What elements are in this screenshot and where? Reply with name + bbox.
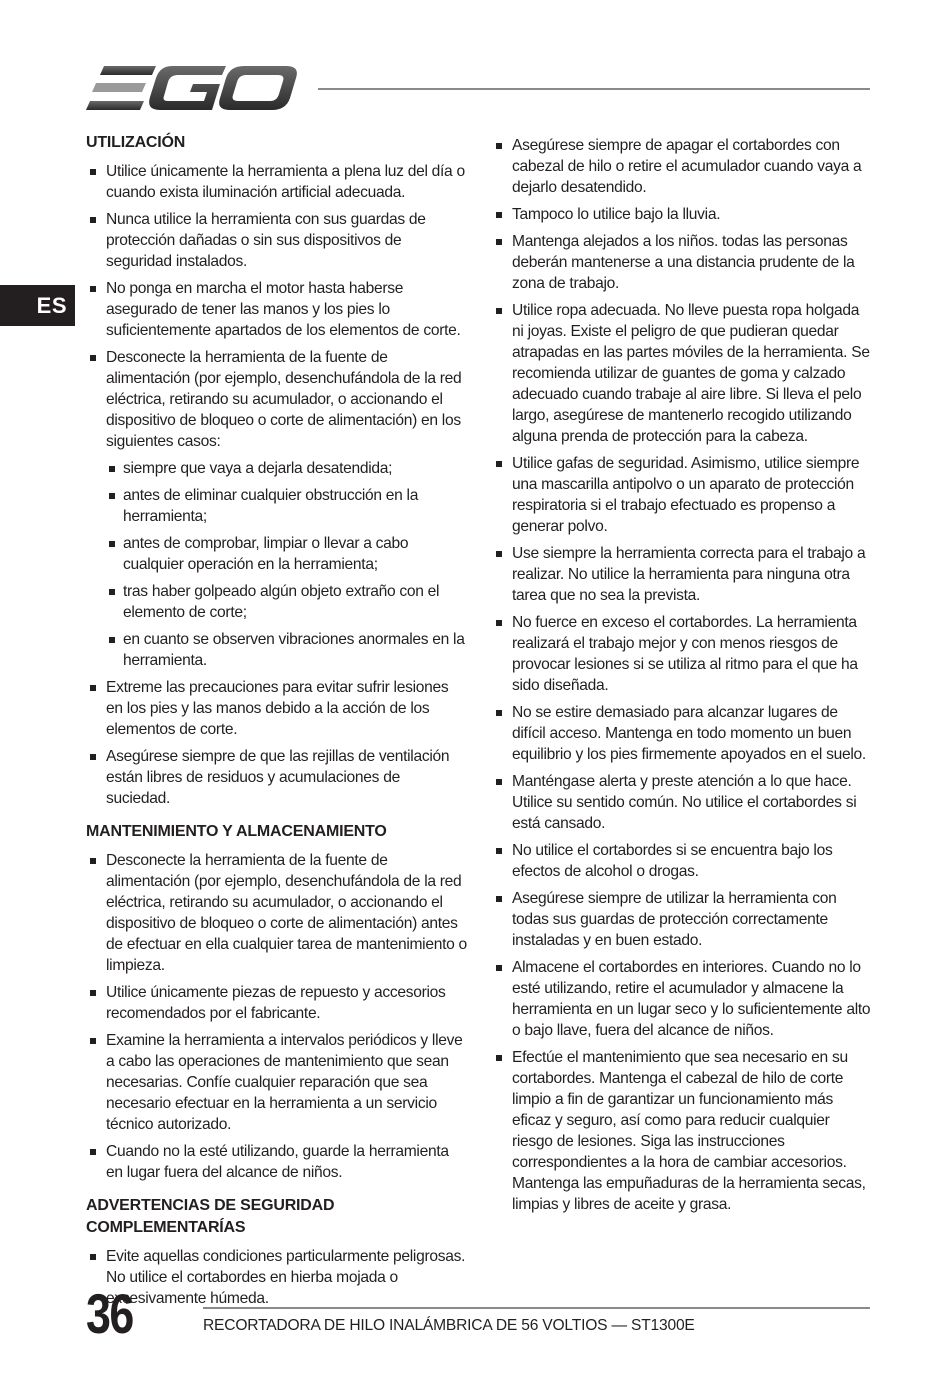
page-number: 36 (86, 1282, 133, 1345)
section-title-utilizacion: UTILIZACIÓN (86, 134, 186, 151)
list-item: Mantenga alejados a los niños. todas las personas deberán mantenerse a una distancia prudente de la zona de trabajo. (492, 231, 872, 294)
sub-list-item: siempre que vaya a dejarla desatendida; (106, 458, 468, 479)
mantenimiento-list (86, 850, 468, 1183)
sub-list-item: en cuanto se observen vibraciones anormales en la herramienta. (106, 629, 468, 671)
utilizacion-list (86, 161, 468, 809)
list-item: Asegúrese siempre de apagar el cortabordes con cabezal de hilo o retire el acumulador cuando vaya a dejarlo desatendido. (492, 135, 872, 198)
list-item: Evite aquellas condiciones particularmente peligrosas. No utilice el cortabordes en hierba mojada o excesivamente húmeda. (86, 1246, 468, 1309)
header-rule (318, 88, 870, 90)
left-column (86, 132, 468, 1315)
list-item: Tampoco lo utilice bajo la lluvia. (492, 204, 872, 225)
list-item: Cuando no la esté utilizando, guarde la herramienta en lugar fuera del alcance de niños. (86, 1141, 468, 1183)
right-column (492, 135, 872, 1221)
list-item: Manténgase alerta y preste atención a lo que hace. Utilice su sentido común. No utilice el cortabordes si está cansado. (492, 771, 872, 834)
list-item: Extreme las precauciones para evitar sufrir lesiones en los pies y las manos debido a la acción de los elementos de corte. (86, 677, 468, 740)
sub-list (106, 458, 468, 671)
list-item: Efectúe el mantenimiento que sea necesario en su cortabordes. Mantenga el cabezal de hilo de corte limpio a fin de garantizar un funcionamiento más eficaz y seguro, así como para reducir cualquier riesgo de lesiones. Siga las instrucciones correspondientes a la hora de cambiar accesorios. Mantenga las empuñaduras de la herramienta secas, limpias y libres de aceite y grasa. (492, 1047, 872, 1215)
footer-title: RECORTADORA DE HILO INALÁMBRICA DE 56 VOLTIOS — ST1300E (203, 1317, 695, 1334)
list-item: Asegúrese siempre de que las rejillas de ventilación están libres de residuos y acumulaciones de suciedad. (86, 746, 468, 809)
list-item-text: Desconecte la herramienta de la fuente de alimentación (por ejemplo, desenchufándola de la red eléctrica, retirando su acumulador, o accionando el dispositivo de bloqueo o corte de alimentación) en los siguientes casos: (106, 349, 462, 450)
sub-list-item: tras haber golpeado algún objeto extraño con el elemento de corte; (106, 581, 468, 623)
sub-list-item: antes de comprobar, limpiar o llevar a cabo cualquier operación en la herramienta; (106, 533, 468, 575)
list-item: Examine la herramienta a intervalos periódicos y lleve a cabo las operaciones de mantenimiento que sean necesarias. Confíe cualquier reparación que sea necesario efectuar en la herramienta a un servicio técnico autorizado. (86, 1030, 468, 1135)
list-item: Utilice ropa adecuada. No lleve puesta ropa holgada ni joyas. Existe el peligro de que pudieran quedar atrapadas en las partes móviles de la herramienta. Se recomienda utilizar de guantes de goma y calzado adecuado cuando trabaje al aire libre. Si lleva el pelo largo, asegúrese de mantenerlo recogido utilizando alguna prenda de protección para la cabeza. (492, 300, 872, 447)
list-item: Almacene el cortabordes en interiores. Cuando no lo esté utilizando, retire el acumulador y almacene la herramienta en un lugar seco y lo suficientemente alto o bajo llave, fuera del alcance de niños. (492, 957, 872, 1041)
ego-logo (86, 64, 298, 112)
advertencias-continued-list (492, 135, 872, 1215)
list-item: Nunca utilice la herramienta con sus guardas de protección dañadas o sin sus dispositivos de seguridad instalados. (86, 209, 468, 272)
footer-rule (203, 1307, 870, 1309)
advertencias-list (86, 1246, 468, 1309)
list-item: Use siempre la herramienta correcta para el trabajo a realizar. No utilice la herramienta para ninguna otra tarea que no sea la prevista. (492, 543, 872, 606)
list-item: No se estire demasiado para alcanzar lugares de difícil acceso. Mantenga en todo momento un buen equilibrio y los pies firmemente apoyados en el suelo. (492, 702, 872, 765)
list-item: No utilice el cortabordes si se encuentra bajo los efectos de alcohol o drogas. (492, 840, 872, 882)
list-item: Desconecte la herramienta de la fuente de alimentación (por ejemplo, desenchufándola de la red eléctrica, retirando su acumulador, o accionando el dispositivo de bloqueo o corte de alimentación) antes de efectuar en ella cualquier tarea de mantenimiento o limpieza. (86, 850, 468, 976)
list-item: No ponga en marcha el motor hasta haberse asegurado de tener las manos y los pies lo suficientemente apartados de los elementos de corte. (86, 278, 468, 341)
language-tab: ES (0, 285, 75, 326)
list-item: No fuerce en exceso el cortabordes. La herramienta realizará el trabajo mejor y con menos riesgos de provocar lesiones si se utiliza al ritmo para el que ha sido diseñada. (492, 612, 872, 696)
list-item: Utilice únicamente la herramienta a plena luz del día o cuando exista iluminación artificial adecuada. (86, 161, 468, 203)
list-item: Utilice gafas de seguridad. Asimismo, utilice siempre una mascarilla antipolvo o un aparato de protección respiratoria si el trabajo efectuado es propenso a generar polvo. (492, 453, 872, 537)
list-item: Asegúrese siempre de utilizar la herramienta con todas sus guardas de protección correctamente instaladas y en buen estado. (492, 888, 872, 951)
section-title-advertencias: ADVERTENCIAS DE SEGURIDAD COMPLEMENTARÍAS (86, 1197, 335, 1236)
section-title-mantenimiento: MANTENIMIENTO Y ALMACENAMIENTO (86, 823, 387, 840)
list-item: Utilice únicamente piezas de repuesto y accesorios recomendados por el fabricante. (86, 982, 468, 1024)
sub-list-item: antes de eliminar cualquier obstrucción en la herramienta; (106, 485, 468, 527)
list-item-with-sublist (86, 347, 468, 671)
